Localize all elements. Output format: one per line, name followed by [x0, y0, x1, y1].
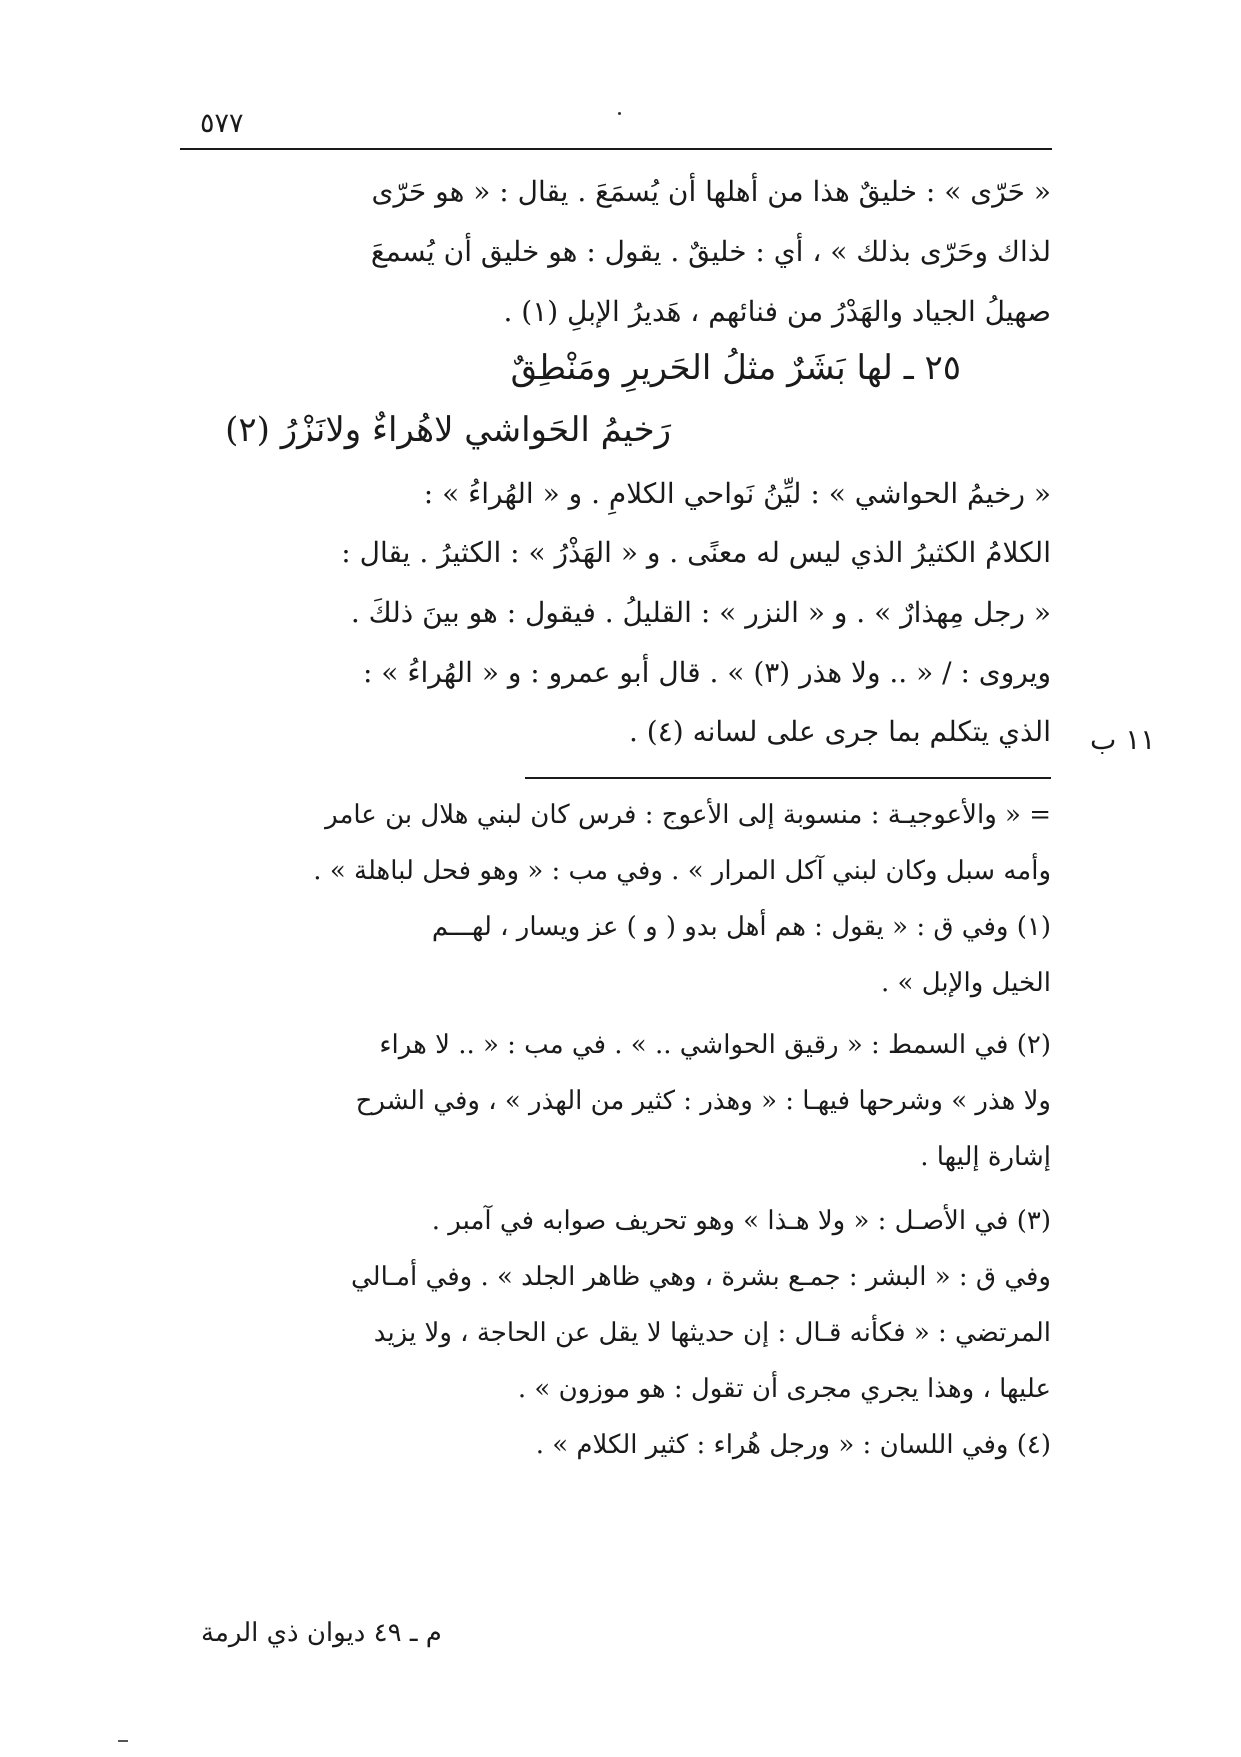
- footnote-line: الخيل والإبل » .: [881, 968, 1051, 998]
- text-line: « حَرّى » : خليقٌ هذا من أهلها أن يُسمَعَ . يقال : « هو حَرّى: [371, 175, 1051, 208]
- commentary-line: الذي يتكلم بما جرى على لسانه (٤) .: [629, 715, 1051, 748]
- ink-mark: [118, 1740, 128, 1742]
- commentary-line: « رجل مِهذارٌ » . و « النزر » : القليلُ . فيقول : هو بينَ ذلكَ .: [350, 596, 1051, 629]
- footnote-line: إشارة إليها .: [920, 1142, 1051, 1172]
- footnote-line: (٣) في الأصـل : « ولا هـذا » وهو تحريف صوابه في آمبر .: [431, 1206, 1051, 1236]
- footnote-line: ولا هذر » وشرحها فيهـا : « وهذر : كثير من الهذر » ، وفي الشرح: [355, 1086, 1051, 1116]
- footnote-line: وأمه سبل وكان لبني آكل المرار » . وفي مب : « وهو فحل لباهلة » .: [313, 856, 1051, 886]
- ink-dot: [618, 112, 621, 115]
- footnote-line: المرتضي : « فكأنه قـال : إن حديثها لا يقل عن الحاجة ، ولا يزيد: [373, 1318, 1051, 1348]
- text-line: صهيلُ الجياد والهَدْرُ من فنائهم ، هَديرُ الإبلِ (١) .: [503, 295, 1051, 328]
- text-line: لذاك وحَرّى بذلك » ، أي : خليقٌ . يقول : هو خليق أن يُسمعَ: [370, 235, 1051, 268]
- verse-first-hemistich: ٢٥ ـ لها بَشَرٌ مثلُ الحَريرِ ومَنْطِقٌ: [510, 348, 961, 388]
- footnote-line: (٢) في السمط : « رقيق الحواشي .. » . في مب : « .. لا هراء: [379, 1030, 1051, 1060]
- page-number: ٥٧٧: [200, 108, 244, 139]
- footnote-line: عليها ، وهذا يجري مجرى أن تقول : هو موزون » .: [517, 1374, 1051, 1404]
- verse-second-hemistich: رَخيمُ الحَواشي لاهُراءٌ ولانَزْرُ (٢): [225, 410, 671, 450]
- footnote-line: (٤) وفي اللسان : « ورجل هُراء : كثير الكلام » .: [535, 1430, 1051, 1460]
- footnote-line: (١) وفي ق : « يقول : هم أهل بدو ( و ) عز ويسار ، لهـــم: [431, 912, 1051, 942]
- commentary-line: ويروى : / « .. ولا هذر (٣) » . قال أبو عمرو : و « الهُراءُ » :: [362, 656, 1051, 689]
- footnote-line: وفي ق : « البشر : جمـع بشرة ، وهي ظاهر الجلد » . وفي أمـالي: [350, 1262, 1051, 1292]
- commentary-line: الكلامُ الكثيرُ الذي ليس له معنًى . و « الهَذْرُ » : الكثيرُ . يقال :: [341, 536, 1051, 569]
- signature-line: م ـ ٤٩ ديوان ذي الرمة: [201, 1618, 442, 1648]
- footnote-rule: [525, 777, 1051, 779]
- footnote-line: = « والأعوجيـة : منسوبة إلى الأعوج : فرس كان لبني هلال بن عامر: [325, 800, 1051, 830]
- commentary-line: « رخيمُ الحواشي » : ليِّنُ نَواحي الكلامِ . و « الهُراءُ » :: [423, 477, 1051, 510]
- margin-folio-note: ١١ ب: [1090, 723, 1156, 756]
- header-rule: [180, 148, 1052, 150]
